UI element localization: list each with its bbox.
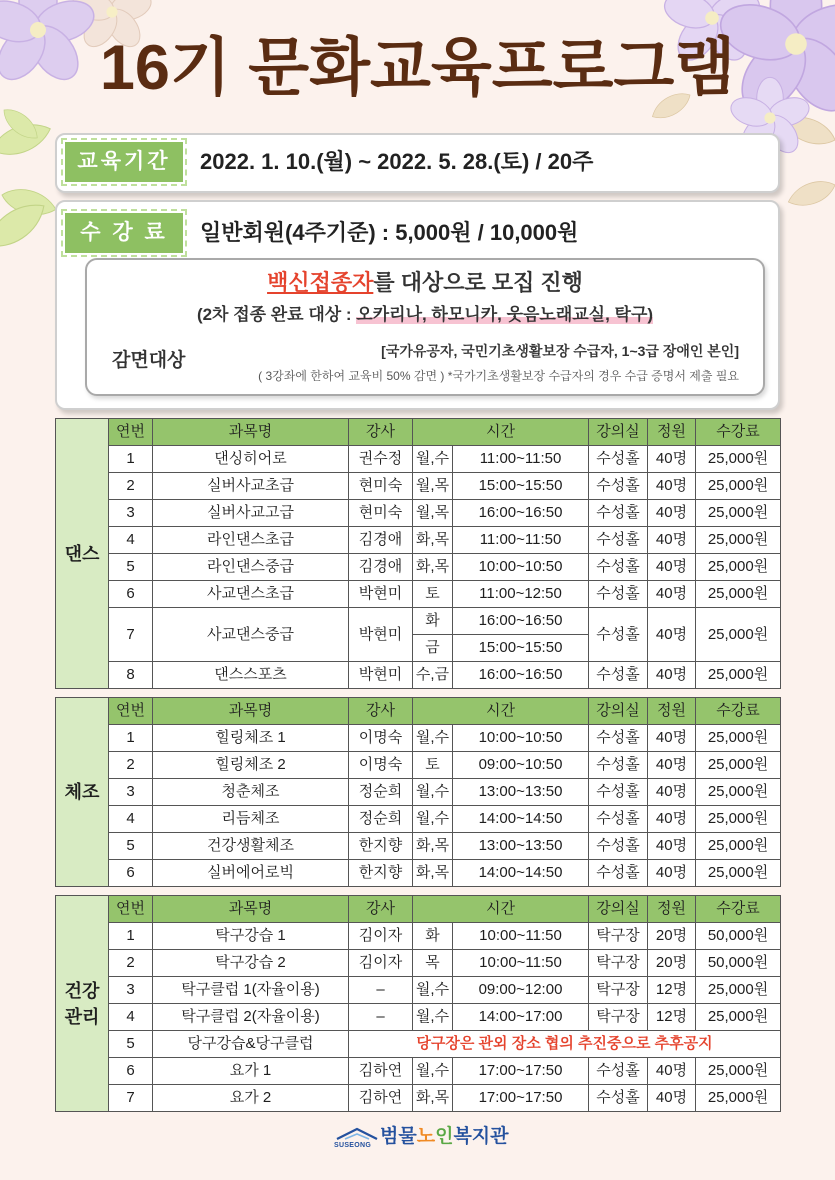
logo-text-part: 복지관 — [453, 1126, 509, 1147]
tuition-fee: 25,000원 — [696, 446, 781, 473]
class-time: 11:00~11:50 — [453, 446, 589, 473]
class-days: 월,수 — [413, 779, 453, 806]
capacity: 12명 — [648, 1004, 696, 1031]
class-time: 17:00~17:50 — [453, 1085, 589, 1112]
logo-emblem — [333, 1124, 379, 1150]
class-days: 월,수 — [413, 725, 453, 752]
course-name: 탁구클럽 1(자율이용) — [153, 977, 349, 1004]
column-header-name: 과목명 — [153, 698, 349, 725]
vaccination-detail-prefix: (2차 접종 완료 대상 : — [196, 305, 357, 324]
table-row — [56, 473, 781, 500]
class-days: 월,목 — [413, 473, 453, 500]
row-number: 3 — [109, 500, 153, 527]
vaccination-detail-courses: 오카리나, 하모니카, 웃음노래교실, 탁구) — [356, 305, 654, 324]
class-time: 10:00~10:50 — [453, 725, 589, 752]
discount-targets: [국가유공자, 국민기초생활보장 수급자, 1~3급 장애인 본인] — [381, 343, 739, 359]
course-name: 댄스스포츠 — [153, 662, 349, 689]
table-row — [56, 977, 781, 1004]
row-number: 1 — [109, 923, 153, 950]
column-header-capacity: 정원 — [648, 698, 696, 725]
category-label: 댄스 — [64, 543, 100, 564]
class-time: 14:00~14:50 — [453, 806, 589, 833]
class-time: 15:00~15:50 — [453, 635, 589, 662]
table-header-row — [56, 698, 781, 725]
class-days: 화 — [413, 923, 453, 950]
class-days: 화,목 — [413, 527, 453, 554]
instructor: 김경애 — [349, 554, 413, 581]
course-name: 리듬체조 — [153, 806, 349, 833]
course-name: 요가 2 — [153, 1085, 349, 1112]
table-row — [56, 581, 781, 608]
category-cell — [56, 698, 109, 887]
roof-icon — [335, 1126, 379, 1140]
capacity: 40명 — [648, 581, 696, 608]
class-days: 화,목 — [413, 554, 453, 581]
tuition-fee: 25,000원 — [696, 608, 781, 662]
tuition-fee: 25,000원 — [696, 527, 781, 554]
class-days: 목 — [413, 950, 453, 977]
column-header-time: 시간 — [413, 419, 589, 446]
column-header-instructor: 강사 — [349, 896, 413, 923]
class-time: 09:00~12:00 — [453, 977, 589, 1004]
leaf-decoration — [0, 103, 59, 256]
table-header-row — [56, 419, 781, 446]
enrollment-notice-box — [85, 258, 765, 396]
class-time: 10:00~11:50 — [453, 923, 589, 950]
table-row — [56, 833, 781, 860]
category-label: 체조 — [64, 782, 100, 802]
class-days: 화,목 — [413, 833, 453, 860]
classroom: 탁구장 — [589, 923, 648, 950]
table-row — [56, 752, 781, 779]
column-header-name: 과목명 — [153, 896, 349, 923]
class-time: 16:00~16:50 — [453, 500, 589, 527]
class-time: 16:00~16:50 — [453, 608, 589, 635]
table-row — [56, 950, 781, 977]
class-days: 월,수 — [413, 1058, 453, 1085]
tuition-fee: 25,000원 — [696, 806, 781, 833]
column-header-no: 연번 — [109, 698, 153, 725]
capacity: 40명 — [648, 500, 696, 527]
class-time: 11:00~12:50 — [453, 581, 589, 608]
table-row — [56, 923, 781, 950]
table-row — [56, 860, 781, 887]
row-number: 6 — [109, 860, 153, 887]
row-number: 8 — [109, 662, 153, 689]
column-header-instructor: 강사 — [349, 419, 413, 446]
tuition-fee: 25,000원 — [696, 779, 781, 806]
class-time: 14:00~17:00 — [453, 1004, 589, 1031]
column-header-fee: 수강료 — [696, 698, 781, 725]
tuition-fee: 25,000원 — [696, 473, 781, 500]
column-header-capacity: 정원 — [648, 896, 696, 923]
course-name: 사교댄스초급 — [153, 581, 349, 608]
classroom: 수성홀 — [589, 1058, 648, 1085]
table-row — [56, 1004, 781, 1031]
logo-text-part: 범물 — [380, 1126, 417, 1147]
course-name: 탁구클럽 2(자율이용) — [153, 1004, 349, 1031]
classroom: 수성홀 — [589, 662, 648, 689]
classroom: 수성홀 — [589, 806, 648, 833]
tuition-fee: 25,000원 — [696, 1085, 781, 1112]
column-header-capacity: 정원 — [648, 419, 696, 446]
class-time: 10:00~11:50 — [453, 950, 589, 977]
tuition-fee: 25,000원 — [696, 1058, 781, 1085]
row-number: 4 — [109, 527, 153, 554]
column-header-instructor: 강사 — [349, 698, 413, 725]
capacity: 40명 — [648, 473, 696, 500]
column-header-time: 시간 — [413, 896, 589, 923]
welfare-center-logo — [333, 1122, 509, 1150]
health-care-schedule — [55, 895, 780, 1112]
class-time: 14:00~14:50 — [453, 860, 589, 887]
class-time: 15:00~15:50 — [453, 473, 589, 500]
class-time: 10:00~10:50 — [453, 554, 589, 581]
discount-label: 감면대상 — [112, 350, 186, 371]
vaccination-detail — [87, 302, 763, 328]
education-period-value: 2022. 1. 10.(월) ~ 2022. 5. 28.(토) / 20주 — [200, 149, 594, 174]
row-number: 5 — [109, 554, 153, 581]
tuition-fee: 25,000원 — [696, 752, 781, 779]
page-title: 16기 문화교육프로그램 — [99, 33, 736, 103]
row-number: 2 — [109, 950, 153, 977]
capacity: 40명 — [648, 725, 696, 752]
instructor: 김이자 — [349, 923, 413, 950]
course-name: 청춘체조 — [153, 779, 349, 806]
education-period-label: 교육기간 — [65, 142, 183, 182]
vaccination-notice — [87, 268, 763, 298]
course-name: 라인댄스중급 — [153, 554, 349, 581]
category-cell — [56, 896, 109, 1112]
table-row — [56, 500, 781, 527]
table-header-row — [56, 896, 781, 923]
capacity: 40명 — [648, 1058, 696, 1085]
table-row — [56, 446, 781, 473]
classroom: 수성홀 — [589, 725, 648, 752]
instructor: 김이자 — [349, 950, 413, 977]
row-number: 6 — [109, 1058, 153, 1085]
instructor: 정순희 — [349, 806, 413, 833]
category-cell — [56, 419, 109, 689]
class-days: 토 — [413, 581, 453, 608]
instructor: 이명숙 — [349, 725, 413, 752]
row-number: 4 — [109, 1004, 153, 1031]
tuition-fee: 50,000원 — [696, 923, 781, 950]
dance-schedule — [55, 418, 780, 689]
logo-text-part: 노 — [416, 1126, 436, 1147]
capacity: 40명 — [648, 860, 696, 887]
instructor: 이명숙 — [349, 752, 413, 779]
classroom: 수성홀 — [589, 752, 648, 779]
class-days: 수,금 — [413, 662, 453, 689]
class-days: 월,목 — [413, 500, 453, 527]
schedule-table — [55, 895, 781, 1112]
classroom: 수성홀 — [589, 500, 648, 527]
tuition-label: 수 강 료 — [65, 213, 183, 253]
capacity: 40명 — [648, 1085, 696, 1112]
class-days: 월,수 — [413, 446, 453, 473]
gymnastics-schedule — [55, 697, 780, 887]
classroom: 탁구장 — [589, 950, 648, 977]
class-time: 13:00~13:50 — [453, 833, 589, 860]
table-row — [56, 1031, 781, 1058]
tuition-box — [55, 200, 780, 410]
classroom: 수성홀 — [589, 779, 648, 806]
capacity: 40명 — [648, 752, 696, 779]
class-time: 17:00~17:50 — [453, 1058, 589, 1085]
class-time: 09:00~10:50 — [453, 752, 589, 779]
tuition-fee: 25,000원 — [696, 500, 781, 527]
row-number: 2 — [109, 752, 153, 779]
column-header-fee: 수강료 — [696, 419, 781, 446]
instructor: 권수정 — [349, 446, 413, 473]
education-period-box — [55, 133, 780, 193]
instructor: 한지향 — [349, 860, 413, 887]
classroom: 수성홀 — [589, 527, 648, 554]
class-days: 화,목 — [413, 1085, 453, 1112]
row-number: 4 — [109, 806, 153, 833]
course-name: 탁구강습 1 — [153, 923, 349, 950]
class-time: 13:00~13:50 — [453, 779, 589, 806]
course-name: 건강생활체조 — [153, 833, 349, 860]
instructor: 박현미 — [349, 662, 413, 689]
class-days: 월,수 — [413, 806, 453, 833]
classroom: 수성홀 — [589, 473, 648, 500]
course-name: 사교댄스중급 — [153, 608, 349, 662]
class-time: 16:00~16:50 — [453, 662, 589, 689]
instructor: 김경애 — [349, 527, 413, 554]
capacity: 40명 — [648, 806, 696, 833]
schedule-table — [55, 697, 781, 887]
capacity: 40명 — [648, 833, 696, 860]
discount-note: ( 3강좌에 한하여 교육비 50% 감면 ) *국가기초생활보장 수급자의 경우 수급 증명서 제출 필요 — [258, 369, 739, 383]
notice-text: 당구장은 관외 장소 협의 추진중으로 추후공지 — [349, 1031, 781, 1058]
tuition-fee: 25,000원 — [696, 662, 781, 689]
course-name: 라인댄스초급 — [153, 527, 349, 554]
logo-english-text: SUSEONG — [334, 1142, 372, 1149]
row-number: 7 — [109, 1085, 153, 1112]
instructor: 김하연 — [349, 1085, 413, 1112]
column-header-no: 연번 — [109, 419, 153, 446]
row-number: 7 — [109, 608, 153, 662]
column-header-no: 연번 — [109, 896, 153, 923]
row-number: 5 — [109, 833, 153, 860]
capacity: 40명 — [648, 446, 696, 473]
course-name: 힐링체조 2 — [153, 752, 349, 779]
tuition-fee: 25,000원 — [696, 860, 781, 887]
table-row — [56, 1058, 781, 1085]
row-number: 1 — [109, 725, 153, 752]
vaccination-notice-rest: 를 대상으로 모집 진행 — [373, 270, 583, 295]
instructor: 현미숙 — [349, 500, 413, 527]
instructor: 한지향 — [349, 833, 413, 860]
tuition-fee: 25,000원 — [696, 554, 781, 581]
table-row — [56, 554, 781, 581]
capacity: 20명 — [648, 950, 696, 977]
instructor: 현미숙 — [349, 473, 413, 500]
row-number: 3 — [109, 977, 153, 1004]
table-row — [56, 662, 781, 689]
column-header-room: 강의실 — [589, 419, 648, 446]
classroom: 수성홀 — [589, 1085, 648, 1112]
tuition-fee: 50,000원 — [696, 950, 781, 977]
table-row — [56, 608, 781, 635]
row-number: 5 — [109, 1031, 153, 1058]
course-name: 힐링체조 1 — [153, 725, 349, 752]
row-number: 1 — [109, 446, 153, 473]
row-number: 6 — [109, 581, 153, 608]
instructor: – — [349, 1004, 413, 1031]
logo-korean-text — [380, 1124, 509, 1150]
instructor: 김하연 — [349, 1058, 413, 1085]
tuition-fee: 25,000원 — [696, 1004, 781, 1031]
class-days: 월,수 — [413, 977, 453, 1004]
logo-text-part: 인 — [435, 1126, 454, 1147]
classroom: 수성홀 — [589, 554, 648, 581]
instructor: 박현미 — [349, 608, 413, 662]
class-time: 11:00~11:50 — [453, 527, 589, 554]
tuition-fee: 25,000원 — [696, 833, 781, 860]
course-name: 댄싱히어로 — [153, 446, 349, 473]
classroom: 수성홀 — [589, 446, 648, 473]
tuition-fee: 25,000원 — [696, 581, 781, 608]
capacity: 40명 — [648, 527, 696, 554]
table-row — [56, 1085, 781, 1112]
classroom: 탁구장 — [589, 977, 648, 1004]
instructor: – — [349, 977, 413, 1004]
capacity: 40명 — [648, 554, 696, 581]
column-header-room: 강의실 — [589, 698, 648, 725]
classroom: 수성홀 — [589, 608, 648, 662]
table-row — [56, 527, 781, 554]
column-header-name: 과목명 — [153, 419, 349, 446]
capacity: 40명 — [648, 662, 696, 689]
column-header-time: 시간 — [413, 698, 589, 725]
category-label: 건강 — [64, 980, 100, 1001]
course-name: 당구강습&당구클럽 — [153, 1031, 349, 1058]
course-name: 실버사교초급 — [153, 473, 349, 500]
capacity: 20명 — [648, 923, 696, 950]
tuition-value: 일반회원(4주기준) : 5,000원 / 10,000원 — [200, 220, 579, 245]
classroom: 수성홀 — [589, 581, 648, 608]
capacity: 12명 — [648, 977, 696, 1004]
course-name: 탁구강습 2 — [153, 950, 349, 977]
class-days: 화,목 — [413, 860, 453, 887]
column-header-fee: 수강료 — [696, 896, 781, 923]
course-name: 요가 1 — [153, 1058, 349, 1085]
classroom: 탁구장 — [589, 1004, 648, 1031]
capacity: 40명 — [648, 779, 696, 806]
vaccinated-highlight: 백신접종자 — [267, 270, 374, 295]
category-label: 관리 — [64, 1006, 100, 1027]
table-row — [56, 725, 781, 752]
class-days: 토 — [413, 752, 453, 779]
schedule-table — [55, 418, 781, 689]
tuition-fee: 25,000원 — [696, 725, 781, 752]
course-name: 실버사교고급 — [153, 500, 349, 527]
instructor: 박현미 — [349, 581, 413, 608]
classroom: 수성홀 — [589, 833, 648, 860]
row-number: 3 — [109, 779, 153, 806]
tuition-fee: 25,000원 — [696, 977, 781, 1004]
class-days: 금 — [413, 635, 453, 662]
capacity: 40명 — [648, 608, 696, 662]
class-days: 화 — [413, 608, 453, 635]
table-row — [56, 779, 781, 806]
table-row — [56, 806, 781, 833]
column-header-room: 강의실 — [589, 896, 648, 923]
course-name: 실버에어로빅 — [153, 860, 349, 887]
classroom: 수성홀 — [589, 860, 648, 887]
row-number: 2 — [109, 473, 153, 500]
class-days: 월,수 — [413, 1004, 453, 1031]
instructor: 정순희 — [349, 779, 413, 806]
